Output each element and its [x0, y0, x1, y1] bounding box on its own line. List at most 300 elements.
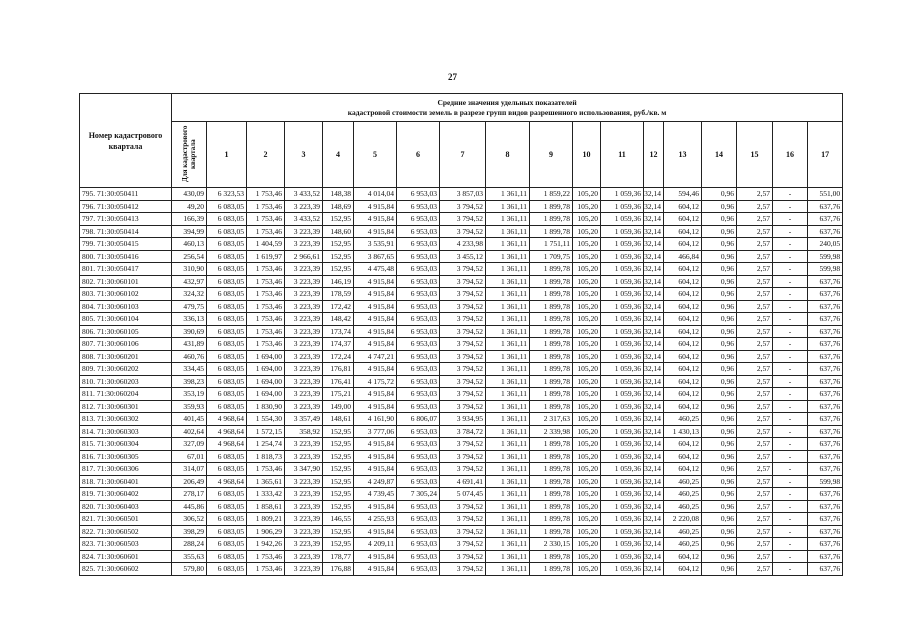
group-value-cell: 32,14 — [644, 388, 664, 401]
group-value-cell: 3 223,39 — [285, 325, 323, 338]
group-value-cell: 6 083,05 — [207, 300, 247, 313]
group-value-cell: 105,20 — [573, 500, 601, 513]
group-value-cell: 32,14 — [644, 325, 664, 338]
group-value-cell: 1 361,11 — [486, 400, 530, 413]
group-value-cell: 105,20 — [573, 475, 601, 488]
group-value-cell: 3 223,39 — [285, 450, 323, 463]
group-value-cell: 4 915,84 — [354, 525, 397, 538]
group-value-cell: 3 223,39 — [285, 488, 323, 501]
group-value-cell: 3 794,52 — [440, 525, 486, 538]
group-value-cell: 3 794,52 — [440, 225, 486, 238]
group-value-cell: 152,95 — [323, 263, 354, 276]
group-value-cell: 152,95 — [323, 425, 354, 438]
group-value-cell: 6 083,05 — [207, 550, 247, 563]
group-value-cell: 152,95 — [323, 538, 354, 551]
group-value-cell: 3 223,39 — [285, 300, 323, 313]
group-value-cell: 599,98 — [808, 250, 843, 263]
group-value-cell: 0,96 — [702, 275, 737, 288]
group-value-cell: 1 753,46 — [247, 300, 285, 313]
group-value-cell: 2,57 — [737, 275, 773, 288]
group-value-cell: 3 934,95 — [440, 413, 486, 426]
group-value-cell: 1 361,11 — [486, 475, 530, 488]
group-value-cell: 3 223,39 — [285, 375, 323, 388]
group-value-cell: 3 223,39 — [285, 200, 323, 213]
group-value-cell: 105,20 — [573, 550, 601, 563]
group-value-cell: 3 433,52 — [285, 213, 323, 226]
group-value-cell: 1 059,36 — [601, 313, 644, 326]
group-value-cell: 637,76 — [808, 225, 843, 238]
group-value-cell: 1 059,36 — [601, 400, 644, 413]
group-value-cell: 1 059,36 — [601, 538, 644, 551]
group-value-cell: 604,12 — [664, 363, 702, 376]
group-value-cell: 32,14 — [644, 438, 664, 451]
group-value-cell: 1 361,11 — [486, 513, 530, 526]
group-value-cell: 460,25 — [664, 488, 702, 501]
group-value-cell: 4 915,84 — [354, 438, 397, 451]
group-value-cell: 1 361,11 — [486, 463, 530, 476]
group-value-cell: 3 794,52 — [440, 450, 486, 463]
group-value-cell: - — [773, 188, 808, 201]
group-value-cell: 604,12 — [664, 450, 702, 463]
group-value-cell: 6 083,05 — [207, 463, 247, 476]
group-value-cell: 637,76 — [808, 363, 843, 376]
group-value-cell: - — [773, 325, 808, 338]
group-value-cell: 1 942,26 — [247, 538, 285, 551]
group-value-cell: 0,96 — [702, 375, 737, 388]
group-number-header: 7 — [440, 122, 486, 188]
group-value-cell: 1 899,78 — [530, 363, 573, 376]
table-row — [80, 500, 843, 513]
group-value-cell: 105,20 — [573, 238, 601, 251]
group-value-cell: 3 223,39 — [285, 513, 323, 526]
group-value-cell: 1 361,11 — [486, 213, 530, 226]
group-value-cell: 105,20 — [573, 213, 601, 226]
group-value-cell: 105,20 — [573, 463, 601, 476]
cadastral-number-cell: 803. 71:30:060102 — [80, 288, 172, 301]
cadastral-number-cell: 810. 71:30:060203 — [80, 375, 172, 388]
group-value-cell: 3 535,91 — [354, 238, 397, 251]
group-value-cell: 3 867,65 — [354, 250, 397, 263]
group-value-cell: 604,12 — [664, 288, 702, 301]
quarter-value-cell: 327,09 — [172, 438, 207, 451]
group-value-cell: 32,14 — [644, 213, 664, 226]
group-value-cell: - — [773, 563, 808, 576]
cadastral-number-cell: 801. 71:30:050417 — [80, 263, 172, 276]
table-row — [80, 325, 843, 338]
cadastral-number-cell: 817. 71:30:060306 — [80, 463, 172, 476]
group-value-cell: 4 475,48 — [354, 263, 397, 276]
quarter-value-cell: 431,89 — [172, 338, 207, 351]
group-value-cell: 2,57 — [737, 463, 773, 476]
group-value-cell: - — [773, 288, 808, 301]
group-value-cell: 6 953,03 — [397, 375, 440, 388]
table-row — [80, 338, 843, 351]
group-value-cell: 146,55 — [323, 513, 354, 526]
group-value-cell: 32,14 — [644, 225, 664, 238]
table-row — [80, 438, 843, 451]
group-value-cell: 1 361,11 — [486, 338, 530, 351]
group-value-cell: 3 794,52 — [440, 213, 486, 226]
group-value-cell: 3 794,52 — [440, 463, 486, 476]
group-value-cell: 1 361,11 — [486, 300, 530, 313]
cadastral-number-cell: 808. 71:30:060201 — [80, 350, 172, 363]
group-value-cell: 1 899,78 — [530, 500, 573, 513]
group-value-cell: 637,76 — [808, 425, 843, 438]
table-row — [80, 275, 843, 288]
table-row — [80, 463, 843, 476]
group-value-cell: 4 915,84 — [354, 400, 397, 413]
group-value-cell: 1 753,46 — [247, 200, 285, 213]
group-value-cell: 1 361,11 — [486, 375, 530, 388]
cadastral-number-cell: 806. 71:30:060105 — [80, 325, 172, 338]
group-value-cell: 6 953,03 — [397, 463, 440, 476]
group-value-cell: 6 083,05 — [207, 288, 247, 301]
group-title-header — [172, 94, 843, 122]
group-value-cell: - — [773, 200, 808, 213]
group-value-cell: 2,57 — [737, 350, 773, 363]
group-value-cell: 1 753,46 — [247, 275, 285, 288]
group-value-cell: 6 953,03 — [397, 550, 440, 563]
quarter-value-cell: 355,63 — [172, 550, 207, 563]
group-value-cell: 32,14 — [644, 425, 664, 438]
group-value-cell: 2,57 — [737, 263, 773, 276]
group-value-cell: 1 059,36 — [601, 350, 644, 363]
group-value-cell: 3 794,52 — [440, 288, 486, 301]
group-value-cell: 1 361,11 — [486, 550, 530, 563]
group-value-cell: 146,19 — [323, 275, 354, 288]
group-value-cell: 1 361,11 — [486, 350, 530, 363]
group-value-cell: 599,98 — [808, 263, 843, 276]
group-value-cell: 32,14 — [644, 525, 664, 538]
group-value-cell: 152,95 — [323, 213, 354, 226]
group-value-cell: - — [773, 538, 808, 551]
group-value-cell: 32,14 — [644, 275, 664, 288]
cadastral-value-table — [79, 93, 843, 576]
group-value-cell: 637,76 — [808, 488, 843, 501]
group-value-cell: 152,95 — [323, 450, 354, 463]
group-value-cell: 4 249,87 — [354, 475, 397, 488]
group-value-cell: 32,14 — [644, 463, 664, 476]
table-row — [80, 250, 843, 263]
table-row — [80, 450, 843, 463]
header-row-group-numbers — [80, 122, 843, 188]
group-value-cell: 1 753,46 — [247, 338, 285, 351]
group-number-header: 9 — [530, 122, 573, 188]
group-value-cell: 0,96 — [702, 513, 737, 526]
group-value-cell: 4 915,84 — [354, 200, 397, 213]
group-value-cell: 173,74 — [323, 325, 354, 338]
group-number-header: 5 — [354, 122, 397, 188]
group-value-cell: 2,57 — [737, 450, 773, 463]
group-value-cell: 6 953,03 — [397, 513, 440, 526]
group-value-cell: 172,42 — [323, 300, 354, 313]
cadastral-number-cell: 800. 71:30:050416 — [80, 250, 172, 263]
group-value-cell: 3 794,52 — [440, 275, 486, 288]
group-value-cell: 3 794,52 — [440, 538, 486, 551]
group-value-cell: 637,76 — [808, 350, 843, 363]
group-value-cell: 1 899,78 — [530, 450, 573, 463]
group-value-cell: 637,76 — [808, 338, 843, 351]
group-value-cell: 604,12 — [664, 275, 702, 288]
group-value-cell: 637,76 — [808, 513, 843, 526]
group-value-cell: 1 753,46 — [247, 213, 285, 226]
quarter-value-cell: 394,99 — [172, 225, 207, 238]
group-value-cell: 3 347,90 — [285, 463, 323, 476]
group-value-cell: 1 059,36 — [601, 450, 644, 463]
group-value-cell: 1 899,78 — [530, 400, 573, 413]
group-value-cell: 1 361,11 — [486, 250, 530, 263]
group-value-cell: - — [773, 250, 808, 263]
group-value-cell: 148,69 — [323, 200, 354, 213]
group-value-cell: 3 223,39 — [285, 225, 323, 238]
group-value-cell: 3 223,39 — [285, 263, 323, 276]
quarter-value-cell: 334,45 — [172, 363, 207, 376]
group-value-cell: 1 361,11 — [486, 263, 530, 276]
group-value-cell: 0,96 — [702, 238, 737, 251]
group-value-cell: 4 915,84 — [354, 313, 397, 326]
group-value-cell: 3 784,72 — [440, 425, 486, 438]
group-value-cell: 1 059,36 — [601, 225, 644, 238]
group-value-cell: 1 254,74 — [247, 438, 285, 451]
group-value-cell: 2,57 — [737, 388, 773, 401]
group-value-cell: 2,57 — [737, 200, 773, 213]
group-value-cell: 32,14 — [644, 188, 664, 201]
group-value-cell: 6 083,05 — [207, 525, 247, 538]
quarter-value-cell: 49,20 — [172, 200, 207, 213]
table-row — [80, 363, 843, 376]
group-value-cell: 3 794,52 — [440, 388, 486, 401]
group-value-cell: 4 915,84 — [354, 463, 397, 476]
group-value-cell: 176,88 — [323, 563, 354, 576]
group-value-cell: 105,20 — [573, 188, 601, 201]
cadastral-number-cell: 812. 71:30:060301 — [80, 400, 172, 413]
group-value-cell: 460,25 — [664, 413, 702, 426]
group-value-cell: 604,12 — [664, 200, 702, 213]
cadastral-number-cell: 818. 71:30:060401 — [80, 475, 172, 488]
group-value-cell: 6 953,03 — [397, 238, 440, 251]
quarter-value-cell: 579,80 — [172, 563, 207, 576]
group-value-cell: 1 059,36 — [601, 550, 644, 563]
group-value-cell: 1 059,36 — [601, 363, 644, 376]
group-value-cell: 175,21 — [323, 388, 354, 401]
group-value-cell: 2,57 — [737, 538, 773, 551]
group-value-cell: 0,96 — [702, 488, 737, 501]
group-value-cell: 2,57 — [737, 238, 773, 251]
group-value-cell: 3 794,52 — [440, 513, 486, 526]
group-value-cell: 6 083,05 — [207, 275, 247, 288]
group-value-cell: 6 953,03 — [397, 250, 440, 263]
group-value-cell: 4 915,84 — [354, 300, 397, 313]
group-value-cell: 105,20 — [573, 538, 601, 551]
group-value-cell: 2,57 — [737, 513, 773, 526]
group-value-cell: 1 859,22 — [530, 188, 573, 201]
group-value-cell: 105,20 — [573, 200, 601, 213]
group-value-cell: 2,57 — [737, 375, 773, 388]
group-value-cell: 105,20 — [573, 513, 601, 526]
group-value-cell: 4 209,11 — [354, 538, 397, 551]
group-value-cell: 1 361,11 — [486, 200, 530, 213]
table-row — [80, 200, 843, 213]
group-number-header: 8 — [486, 122, 530, 188]
group-value-cell: 3 794,52 — [440, 550, 486, 563]
group-value-cell: 105,20 — [573, 388, 601, 401]
cadastral-number-header: Номер кадастрового квартала — [80, 94, 172, 188]
group-value-cell: 105,20 — [573, 325, 601, 338]
group-value-cell: - — [773, 463, 808, 476]
group-value-cell: 105,20 — [573, 488, 601, 501]
group-value-cell: 604,12 — [664, 300, 702, 313]
group-value-cell: 105,20 — [573, 288, 601, 301]
group-value-cell: 105,20 — [573, 313, 601, 326]
group-number-header: 3 — [285, 122, 323, 188]
cadastral-number-cell: 824. 71:30:060601 — [80, 550, 172, 563]
group-value-cell: 152,95 — [323, 475, 354, 488]
group-value-cell: 0,96 — [702, 425, 737, 438]
group-value-cell: 1 361,11 — [486, 413, 530, 426]
group-value-cell: 2,57 — [737, 413, 773, 426]
group-value-cell: 2 339,98 — [530, 425, 573, 438]
group-value-cell: 6 953,03 — [397, 425, 440, 438]
table-row — [80, 425, 843, 438]
group-value-cell: 0,96 — [702, 438, 737, 451]
group-value-cell: 604,12 — [664, 325, 702, 338]
group-value-cell: 6 953,03 — [397, 263, 440, 276]
group-value-cell: 0,96 — [702, 338, 737, 351]
group-number-header: 13 — [664, 122, 702, 188]
group-value-cell: 460,25 — [664, 538, 702, 551]
quarter-value-cell: 353,19 — [172, 388, 207, 401]
group-value-cell: 152,95 — [323, 525, 354, 538]
group-value-cell: 32,14 — [644, 350, 664, 363]
group-value-cell: 1 554,30 — [247, 413, 285, 426]
group-value-cell: 0,96 — [702, 200, 737, 213]
group-value-cell: 4 915,84 — [354, 338, 397, 351]
group-value-cell: 6 806,07 — [397, 413, 440, 426]
group-value-cell: 6 083,05 — [207, 213, 247, 226]
group-value-cell: 6 083,05 — [207, 363, 247, 376]
group-value-cell: - — [773, 475, 808, 488]
group-value-cell: 2,57 — [737, 225, 773, 238]
group-value-cell: 105,20 — [573, 275, 601, 288]
group-value-cell: 1 333,42 — [247, 488, 285, 501]
group-number-header: 10 — [573, 122, 601, 188]
group-value-cell: 2,57 — [737, 213, 773, 226]
group-value-cell: 32,14 — [644, 513, 664, 526]
quarter-value-cell: 390,69 — [172, 325, 207, 338]
group-value-cell: 1 059,36 — [601, 475, 644, 488]
group-title-line1: Средние значения удельных показателей — [437, 98, 577, 107]
group-value-cell: 1 059,36 — [601, 488, 644, 501]
group-value-cell: 105,20 — [573, 438, 601, 451]
group-value-cell: 4 968,64 — [207, 425, 247, 438]
group-value-cell: 2,57 — [737, 313, 773, 326]
group-value-cell: 32,14 — [644, 400, 664, 413]
group-value-cell: 1 899,78 — [530, 525, 573, 538]
group-value-cell: 0,96 — [702, 400, 737, 413]
group-value-cell: 604,12 — [664, 263, 702, 276]
group-value-cell: 1 899,78 — [530, 263, 573, 276]
cadastral-number-cell: 807. 71:30:060106 — [80, 338, 172, 351]
group-value-cell: 176,41 — [323, 375, 354, 388]
group-value-cell: 3 223,39 — [285, 500, 323, 513]
group-value-cell: 1 753,46 — [247, 463, 285, 476]
group-value-cell: 178,59 — [323, 288, 354, 301]
group-number-header: 17 — [808, 122, 843, 188]
group-value-cell: 32,14 — [644, 563, 664, 576]
group-value-cell: 0,96 — [702, 313, 737, 326]
group-value-cell: 1 059,36 — [601, 325, 644, 338]
quarter-value-header — [172, 122, 207, 188]
group-value-cell: 2 317,63 — [530, 413, 573, 426]
table-row — [80, 375, 843, 388]
quarter-value-cell: 306,52 — [172, 513, 207, 526]
group-value-cell: 3 357,49 — [285, 413, 323, 426]
group-value-cell: 148,38 — [323, 188, 354, 201]
group-value-cell: 2 220,08 — [664, 513, 702, 526]
group-value-cell: 32,14 — [644, 413, 664, 426]
group-value-cell: 1 059,36 — [601, 250, 644, 263]
group-value-cell: 2,57 — [737, 550, 773, 563]
group-value-cell: 1 694,00 — [247, 350, 285, 363]
group-value-cell: 2 966,61 — [285, 250, 323, 263]
group-value-cell: - — [773, 375, 808, 388]
group-value-cell: - — [773, 213, 808, 226]
quarter-value-cell: 166,39 — [172, 213, 207, 226]
group-value-cell: - — [773, 363, 808, 376]
group-value-cell: 637,76 — [808, 213, 843, 226]
group-value-cell: 4 161,90 — [354, 413, 397, 426]
group-value-cell: 1 059,36 — [601, 525, 644, 538]
group-value-cell: 3 223,39 — [285, 275, 323, 288]
group-value-cell: 32,14 — [644, 250, 664, 263]
cadastral-number-cell: 804. 71:30:060103 — [80, 300, 172, 313]
group-value-cell: 3 223,39 — [285, 363, 323, 376]
group-value-cell: 3 223,39 — [285, 438, 323, 451]
quarter-value-cell: 430,09 — [172, 188, 207, 201]
group-value-cell: 3 223,39 — [285, 288, 323, 301]
group-value-cell: 1 572,15 — [247, 425, 285, 438]
group-value-cell: - — [773, 300, 808, 313]
group-value-cell: 148,61 — [323, 413, 354, 426]
group-value-cell: 3 223,39 — [285, 338, 323, 351]
group-value-cell: 1 361,11 — [486, 450, 530, 463]
group-value-cell: 0,96 — [702, 463, 737, 476]
group-value-cell: 1 709,75 — [530, 250, 573, 263]
table-row — [80, 288, 843, 301]
group-value-cell: 1 899,78 — [530, 288, 573, 301]
group-value-cell: 1 361,11 — [486, 538, 530, 551]
group-number-header: 16 — [773, 122, 808, 188]
group-value-cell: 105,20 — [573, 363, 601, 376]
group-value-cell: 3 455,12 — [440, 250, 486, 263]
group-value-cell: 0,96 — [702, 325, 737, 338]
group-value-cell: 1 404,59 — [247, 238, 285, 251]
quarter-value-label: Для кадастрового квартала — [181, 125, 197, 182]
group-value-cell: 0,96 — [702, 563, 737, 576]
group-value-cell: 6 083,05 — [207, 325, 247, 338]
group-value-cell: - — [773, 338, 808, 351]
group-value-cell: 32,14 — [644, 288, 664, 301]
group-value-cell: 1 753,46 — [247, 263, 285, 276]
table-row — [80, 513, 843, 526]
group-value-cell: 1 361,11 — [486, 563, 530, 576]
quarter-value-cell: 398,23 — [172, 375, 207, 388]
group-number-header: 4 — [323, 122, 354, 188]
group-value-cell: 460,25 — [664, 500, 702, 513]
group-value-cell: 2,57 — [737, 250, 773, 263]
group-value-cell: 3 794,52 — [440, 363, 486, 376]
group-value-cell: 2,57 — [737, 488, 773, 501]
